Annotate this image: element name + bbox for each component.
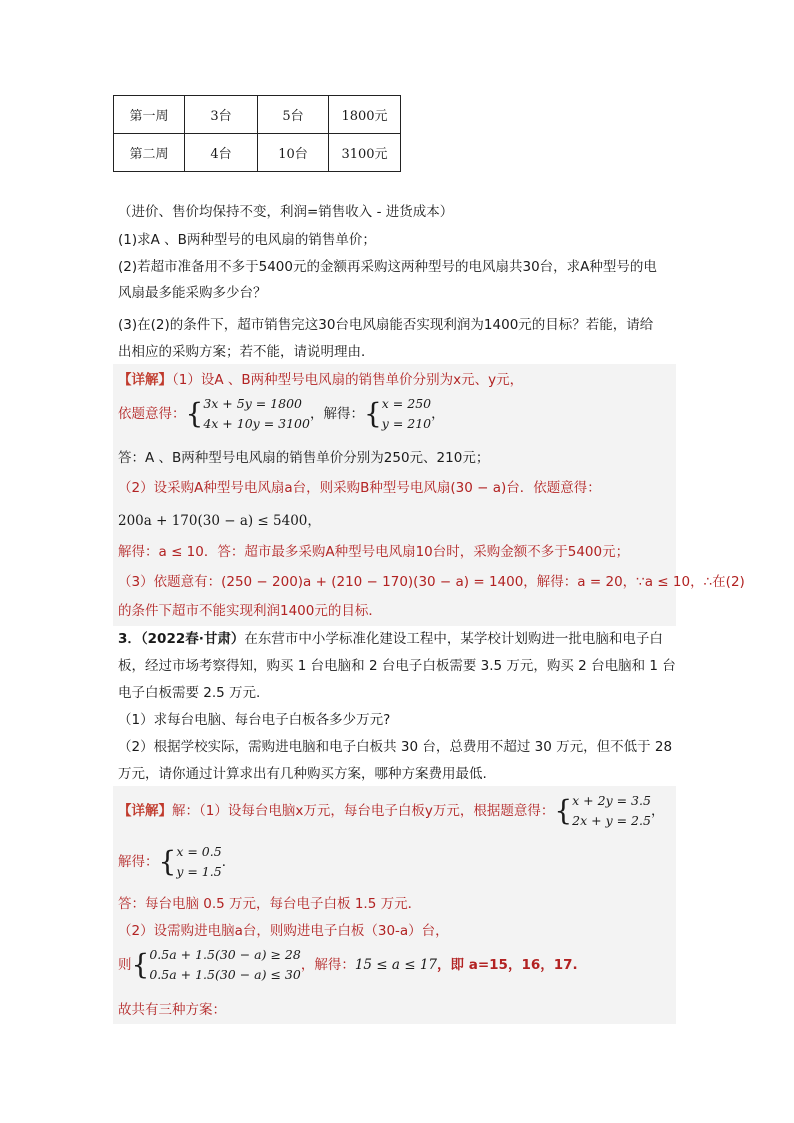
brace-icon: { [158, 845, 177, 878]
note-line: （进价、售价均保持不变，利润=销售收入 - 进货成本） [118, 204, 454, 220]
problem-3-question-2-line-2: 万元，请你通过计算求出有几种购买方案，哪种方案费用最低. [118, 766, 487, 782]
solution-line-1 [118, 368, 523, 388]
table-row [114, 134, 401, 172]
problem-source: （2022春·甘肃） [140, 631, 245, 647]
brace-icon: { [131, 948, 150, 981]
question-3-line-1: (3)在(2)的条件下，超市销售完这30台电风扇能否实现利润为1400元的目标？若能，请给 [118, 317, 654, 333]
problem-3-question-1: （1）求每台电脑、每台电子白板各多少万元? [118, 712, 391, 728]
sales-table [113, 95, 401, 172]
problem-3-line-3: 电子白板需要 2.5 万元. [118, 685, 261, 701]
question-3-line-2: 出相应的采购方案；若不能，请说明理由． [118, 344, 375, 360]
solution-line-6: 解得：a ≤ 10．答：超市最多采购A种型号电风扇10台时，采购金额不多于5400元； [118, 544, 630, 560]
question-1: (1)求A 、B两种型号的电风扇的销售单价； [118, 232, 376, 248]
p3-solution-line-5 [118, 945, 578, 985]
question-2-line-1: (2)若超市准备用不多于5400元的金额再采购这两种型号的电风扇共30台，求A种型号的电 [118, 259, 657, 275]
table-cell: 第二周 [114, 134, 185, 172]
solution-text: ，解得： [309, 406, 364, 422]
solution-line-7: （3）依题意有：(250 − 200)a + (210 − 170)(30 − a) = 1400，解得：a = 20，∵a ≤ 10，∴在(2) [118, 574, 745, 590]
inequality-system [149, 945, 301, 985]
equation: x + 2y = 3.5 [572, 793, 651, 808]
solution-label: 则 [118, 957, 132, 973]
solution-line-5: 200a + 170(30 − a) ≤ 5400， [118, 513, 321, 529]
brace-icon: { [185, 397, 204, 430]
equation: y = 210 [381, 416, 432, 431]
solution-text: （1）设A 、B两种型号电风扇的销售单价分别为x元、y元， [172, 372, 524, 388]
table-cell: 10台 [258, 134, 329, 172]
solution-tag: 【详解】 [118, 372, 172, 388]
solution-label: 依题意得： [118, 406, 186, 422]
equation: x = 250 [381, 396, 432, 411]
problem-text: 在东营市中小学标准化建设工程中，某学校计划购进一批电脑和电子白 [244, 631, 663, 647]
problem-3-question-2-line-1: （2）根据学校实际，需购进电脑和电子白板共 30 台，总费用不超过 30 万元，但不低于 28 [118, 739, 673, 755]
solution-line-3: 答：A 、B两种型号电风扇的销售单价分别为250元、210元； [118, 450, 490, 466]
brace-icon: { [554, 794, 573, 827]
table-row [114, 96, 401, 134]
solution-text: ． [221, 854, 236, 870]
table-cell: 3100元 [329, 134, 401, 172]
solution-text: 解：（1）设每台电脑x万元，每台电子白板y万元，根据题意得： [172, 803, 555, 819]
p3-solution-line-3: 答：每台电脑 0.5 万元，每台电子白板 1.5 万元． [118, 896, 422, 912]
equation: 4x + 10y = 3100 [203, 416, 310, 431]
table-cell: 3台 [185, 96, 258, 134]
question-2-line-2: 风扇最多能采购多少台？ [118, 285, 267, 301]
p3-solution-line-1 [118, 791, 664, 831]
table-cell: 5台 [258, 96, 329, 134]
solution-text: ，即 a=15，16，17. [437, 957, 578, 973]
solution-line-8: 的条件下超市不能实现利润1400元的目标． [118, 603, 382, 619]
solution-label: 解得： [118, 854, 159, 870]
equation-system [572, 791, 651, 831]
problem-number: 3． [118, 631, 141, 647]
problem-3-line-2: 板，经过市场考察得知，购买 1 台电脑和 2 台电子白板需要 3.5 万元，购买 2 台电脑和 1 台 [118, 658, 676, 674]
solution-line-4: （2）设采购A种型号电风扇a台，则采购B种型号电风扇(30 − a)台．依题意得： [118, 480, 601, 496]
table-cell: 第一周 [114, 96, 185, 134]
equation: y = 1.5 [176, 864, 222, 879]
p3-solution-line-2 [118, 842, 235, 882]
table-cell: 4台 [185, 134, 258, 172]
inequality: 0.5a + 1.5(30 − a) ≥ 28 [149, 947, 301, 962]
solution-text: ， [431, 406, 445, 422]
equation: 2x + y = 2.5 [572, 813, 651, 828]
equation-system [203, 394, 310, 434]
problem-3-line-1 [118, 627, 663, 647]
solution-range: 15 ≤ a ≤ 17 [354, 957, 438, 973]
solution-system [382, 394, 431, 434]
solution-text: ， [650, 803, 665, 819]
inequality: 0.5a + 1.5(30 − a) ≤ 30 [149, 967, 301, 982]
solution-system [176, 842, 221, 882]
table-cell: 1800元 [329, 96, 401, 134]
solution-text: ，解得： [300, 957, 355, 973]
equation: 3x + 5y = 1800 [203, 396, 302, 411]
p3-solution-line-4: （2）设需购进电脑a台，则购进电子白板（30-a）台， [118, 923, 449, 939]
brace-icon: { [363, 397, 382, 430]
solution-line-2 [118, 394, 445, 434]
p3-solution-line-6: 故共有三种方案： [118, 1002, 226, 1018]
equation: x = 0.5 [176, 844, 222, 859]
solution-tag: 【详解】 [118, 803, 172, 819]
